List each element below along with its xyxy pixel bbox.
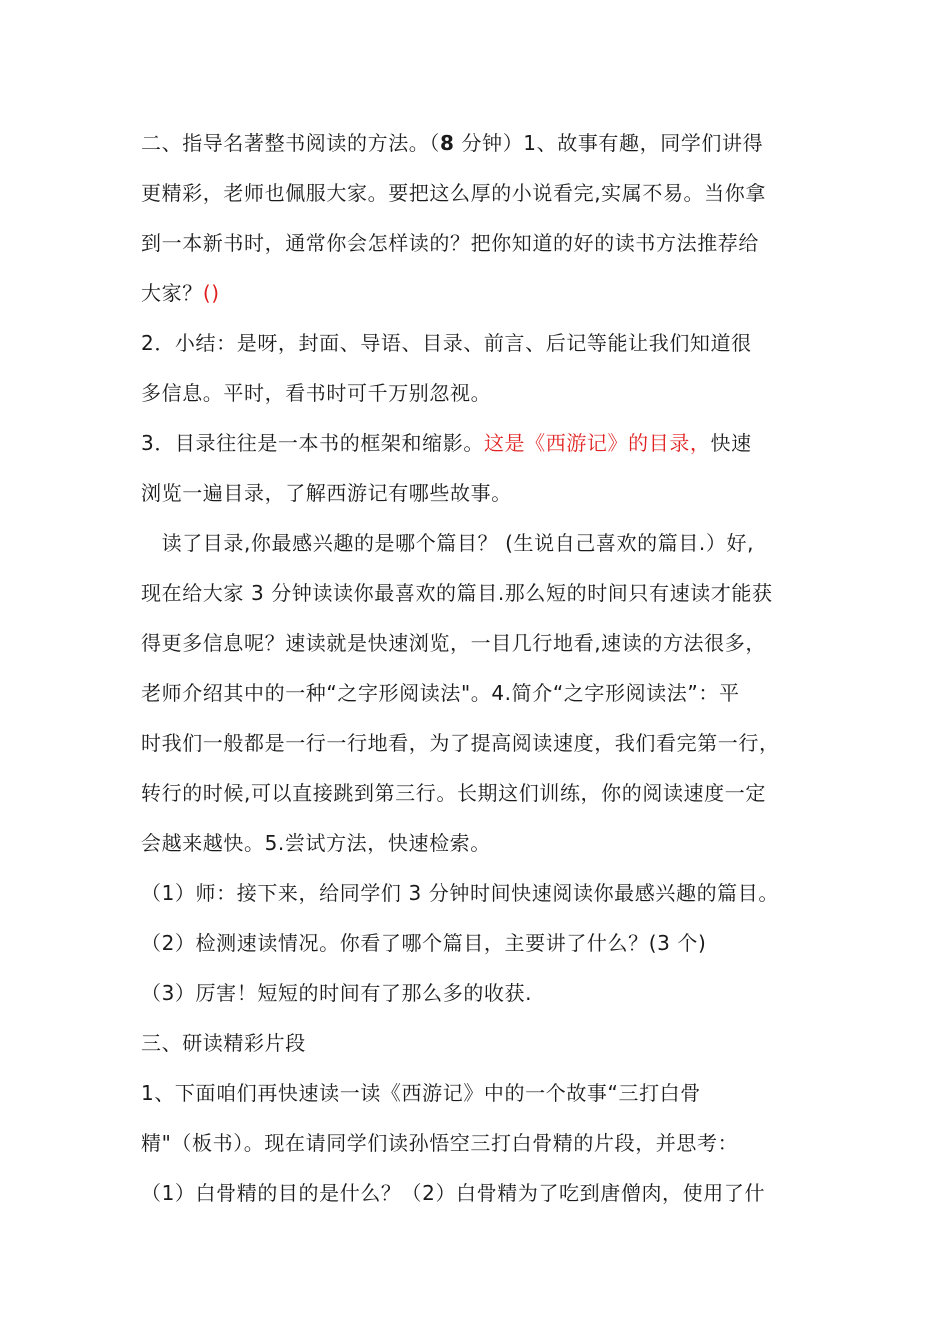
text-line [141,1124,831,1174]
text-segment: 3．目录往往是一本书的框架和缩影。 [141,431,484,455]
text-segment: 老师介绍其中的一种“之字形阅读法"。4.简介“之字形阅读法”：平 [141,681,740,705]
text-segment: （3）厉害！短短的时间有了那么多的收获. [141,981,533,1005]
text-line [141,324,831,374]
text-segment: 会越来越快。5.尝试方法，快速检索。 [141,831,491,855]
text-segment: 二、指导名著整书阅读的方法。（ [141,131,440,155]
text-line [141,374,831,424]
text-line [141,574,831,624]
text-line [141,824,831,874]
text-segment: 多信息。平时，看书时可千万别忽视。 [141,381,492,405]
text-line [141,474,831,524]
text-segment: （2）检测速读情况。你看了哪个篇目，主要讲了什么？(3 个) [141,931,707,955]
text-segment: 时我们一般都是一行一行地看，为了提高阅读速度，我们看完第一行， [141,731,780,755]
text-segment: 到一本新书时，通常你会怎样读的？把你知道的好的读书方法推荐给 [141,231,759,255]
text-line [141,224,831,274]
text-segment: 2．小结：是呀，封面、导语、目录、前言、后记等能让我们知道很 [141,331,752,355]
text-segment: 读了目录,你最感兴趣的是哪个篇目？ (生说自己喜欢的篇目.）好, [141,531,755,555]
text-line [141,674,831,724]
text-segment: 现在给大家 3 分钟读读你最喜欢的篇目.那么短的时间只有速读才能获 [141,581,773,605]
text-line [141,1174,831,1224]
text-segment: 快速 [710,431,752,455]
text-line [141,274,831,324]
text-segment: （1）白骨精的目的是什么？（2）白骨精为了吃到唐僧肉，使用了什 [141,1181,766,1205]
text-segment: 三、研读精彩片段 [141,1031,306,1055]
text-line [141,424,831,474]
document-body [141,124,831,1224]
text-segment: 浏览一遍目录，了解西游记有哪些故事。 [141,481,512,505]
bold-text: 8 [440,131,455,155]
text-line [141,774,831,824]
text-segment: 更精彩，老师也佩服大家。要把这么厚的小说看完,实属不易。当你拿 [141,181,766,205]
text-segment: 得更多信息呢？速读就是快速浏览，一目几行地看,速读的方法很多， [141,631,766,655]
text-line [141,724,831,774]
text-line [141,124,831,174]
text-line [141,924,831,974]
text-segment: （1）师：接下来，给同学们 3 分钟时间快速阅读你最感兴趣的篇目。 [141,881,779,905]
text-line [141,174,831,224]
text-line [141,624,831,674]
highlighted-text: 这是《西游记》的目录， [483,431,711,455]
text-segment: 1、下面咱们再快速读一读《西游记》中的一个故事“三打白骨 [141,1081,701,1105]
text-segment: 大家？ [141,281,203,305]
text-segment: 分钟）1、故事有趣，同学们讲得 [454,131,764,155]
text-line [141,524,831,574]
text-line [141,874,831,924]
text-segment: 精"（板书）。现在请同学们读孙悟空三打白骨精的片段，并思考： [141,1131,739,1155]
text-line [141,1074,831,1124]
text-segment: 转行的时候,可以直接跳到第三行。长期这们训练，你的阅读速度一定 [141,781,766,805]
text-line [141,1024,831,1074]
text-line [141,974,831,1024]
highlighted-text: () [202,281,220,305]
